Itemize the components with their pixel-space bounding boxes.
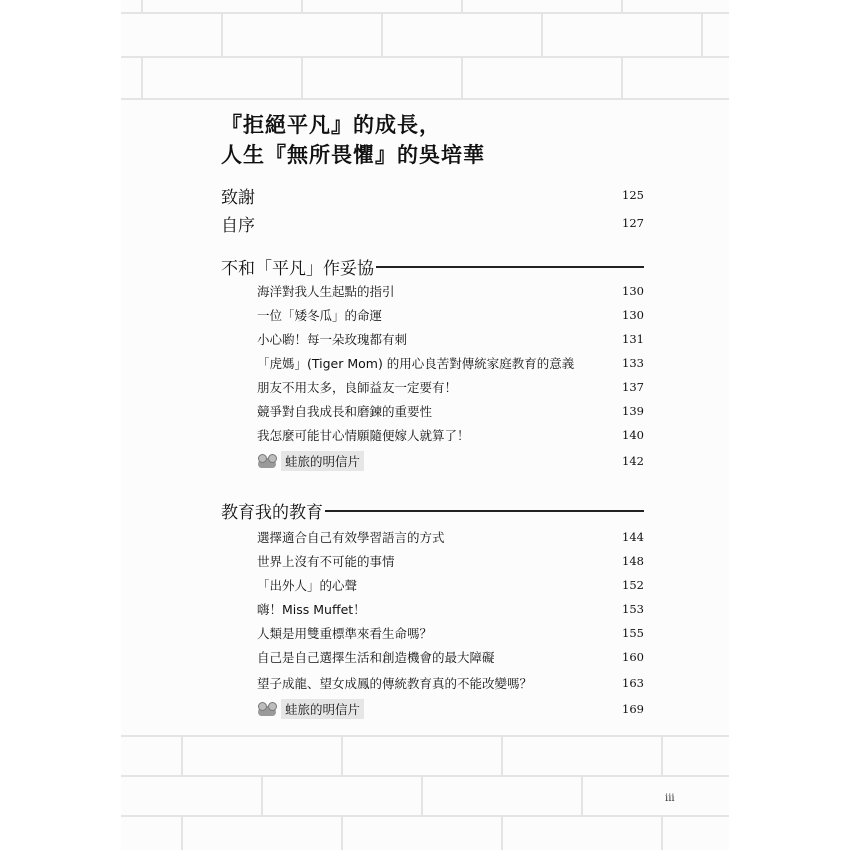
toc-page-number: 137: [622, 380, 644, 394]
brick-background-top: [121, 0, 729, 100]
toc-page-number: 133: [622, 356, 644, 370]
toc-page-number: 155: [622, 626, 644, 640]
toc-entry-postcard: [257, 698, 644, 720]
title-line-2: 人生『無所畏懼』的吳培華: [221, 143, 485, 167]
frog-icon: [257, 702, 277, 716]
toc-row-preface: [221, 212, 644, 234]
toc-page-number: 148: [622, 554, 644, 568]
page-folio: iii: [665, 793, 675, 804]
toc-label: 人類是用雙重標準來看生命嗎？: [257, 626, 433, 641]
toc-label: 朋友不用太多，良師益友一定要有！: [257, 380, 458, 395]
section-heading-2: [221, 498, 644, 522]
toc-label: 「出外人」的心聲: [257, 578, 358, 593]
toc-row-acknowledgements: [221, 184, 644, 206]
toc-page-number: 139: [622, 404, 644, 418]
toc-label: 我怎麼可能甘心情願隨便嫁人就算了！: [257, 428, 470, 443]
section-title: 不和「平凡」作妥協: [221, 258, 374, 279]
title-line-1: 『拒絕平凡』的成長，: [221, 113, 441, 137]
toc-entry: [257, 646, 644, 668]
toc-entry: [257, 352, 644, 374]
toc-label: 自己是自己選擇生活和創造機會的最大障礙: [257, 650, 495, 665]
toc-entry: [257, 304, 644, 326]
toc-entry: [257, 598, 644, 620]
toc-page-number: 144: [622, 530, 644, 544]
postcard-entry: [257, 451, 364, 471]
toc-label: 選擇適合自己有效學習語言的方式: [257, 530, 445, 545]
frog-icon: [257, 454, 277, 468]
section-heading-1: [221, 254, 644, 278]
toc-label: 競爭對自我成長和磨鍊的重要性: [257, 404, 433, 419]
toc-entry: [257, 574, 644, 596]
toc-label: 自序: [221, 215, 255, 236]
toc-label: 世界上沒有不可能的事情: [257, 554, 395, 569]
book-page: [121, 0, 729, 850]
toc-entry: [257, 280, 644, 302]
page-title: [221, 110, 485, 170]
toc-entry: [257, 622, 644, 644]
toc-label: 小心喲！每一朵玫瑰都有刺: [257, 332, 408, 347]
toc-page-number: 142: [622, 454, 644, 468]
toc-page-number: 131: [622, 332, 644, 346]
brick-background-bottom: [121, 735, 729, 850]
toc-page-number: 169: [622, 702, 644, 716]
toc-page-number: 130: [622, 284, 644, 298]
toc-label: 望子成龍、望女成鳳的傳統教育真的不能改變嗎？: [257, 676, 533, 691]
toc-label: 致謝: [221, 187, 255, 208]
toc-entry: [257, 376, 644, 398]
toc-page-number: 127: [622, 216, 644, 230]
toc-entry: [257, 424, 644, 446]
toc-entry: [257, 328, 644, 350]
toc-entry: [257, 672, 644, 694]
toc-page-number: 125: [622, 188, 644, 202]
toc-entry: [257, 400, 644, 422]
section-rule: [325, 510, 644, 512]
toc-entry-postcard: [257, 450, 644, 472]
toc-page-number: 130: [622, 308, 644, 322]
toc-page-number: 152: [622, 578, 644, 592]
toc-label: 嗨！Miss Muffet！: [257, 602, 366, 617]
toc-label: 海洋對我人生起點的指引: [257, 284, 395, 299]
toc-label: 「虎媽」(Tiger Mom) 的用心良苦對傳統家庭教育的意義: [257, 356, 575, 371]
postcard-entry: [257, 699, 364, 719]
toc-label: 蛙旅的明信片: [281, 699, 364, 719]
toc-label: 一位「矮冬瓜」的命運: [257, 308, 383, 323]
toc-entry: [257, 550, 644, 572]
toc-label: 蛙旅的明信片: [281, 451, 364, 471]
toc-page-number: 160: [622, 650, 644, 664]
toc-page-number: 153: [622, 602, 644, 616]
toc-entry: [257, 526, 644, 548]
toc-page-number: 140: [622, 428, 644, 442]
section-title: 教育我的教育: [221, 502, 323, 523]
toc-page-number: 163: [622, 676, 644, 690]
section-rule: [376, 266, 644, 268]
